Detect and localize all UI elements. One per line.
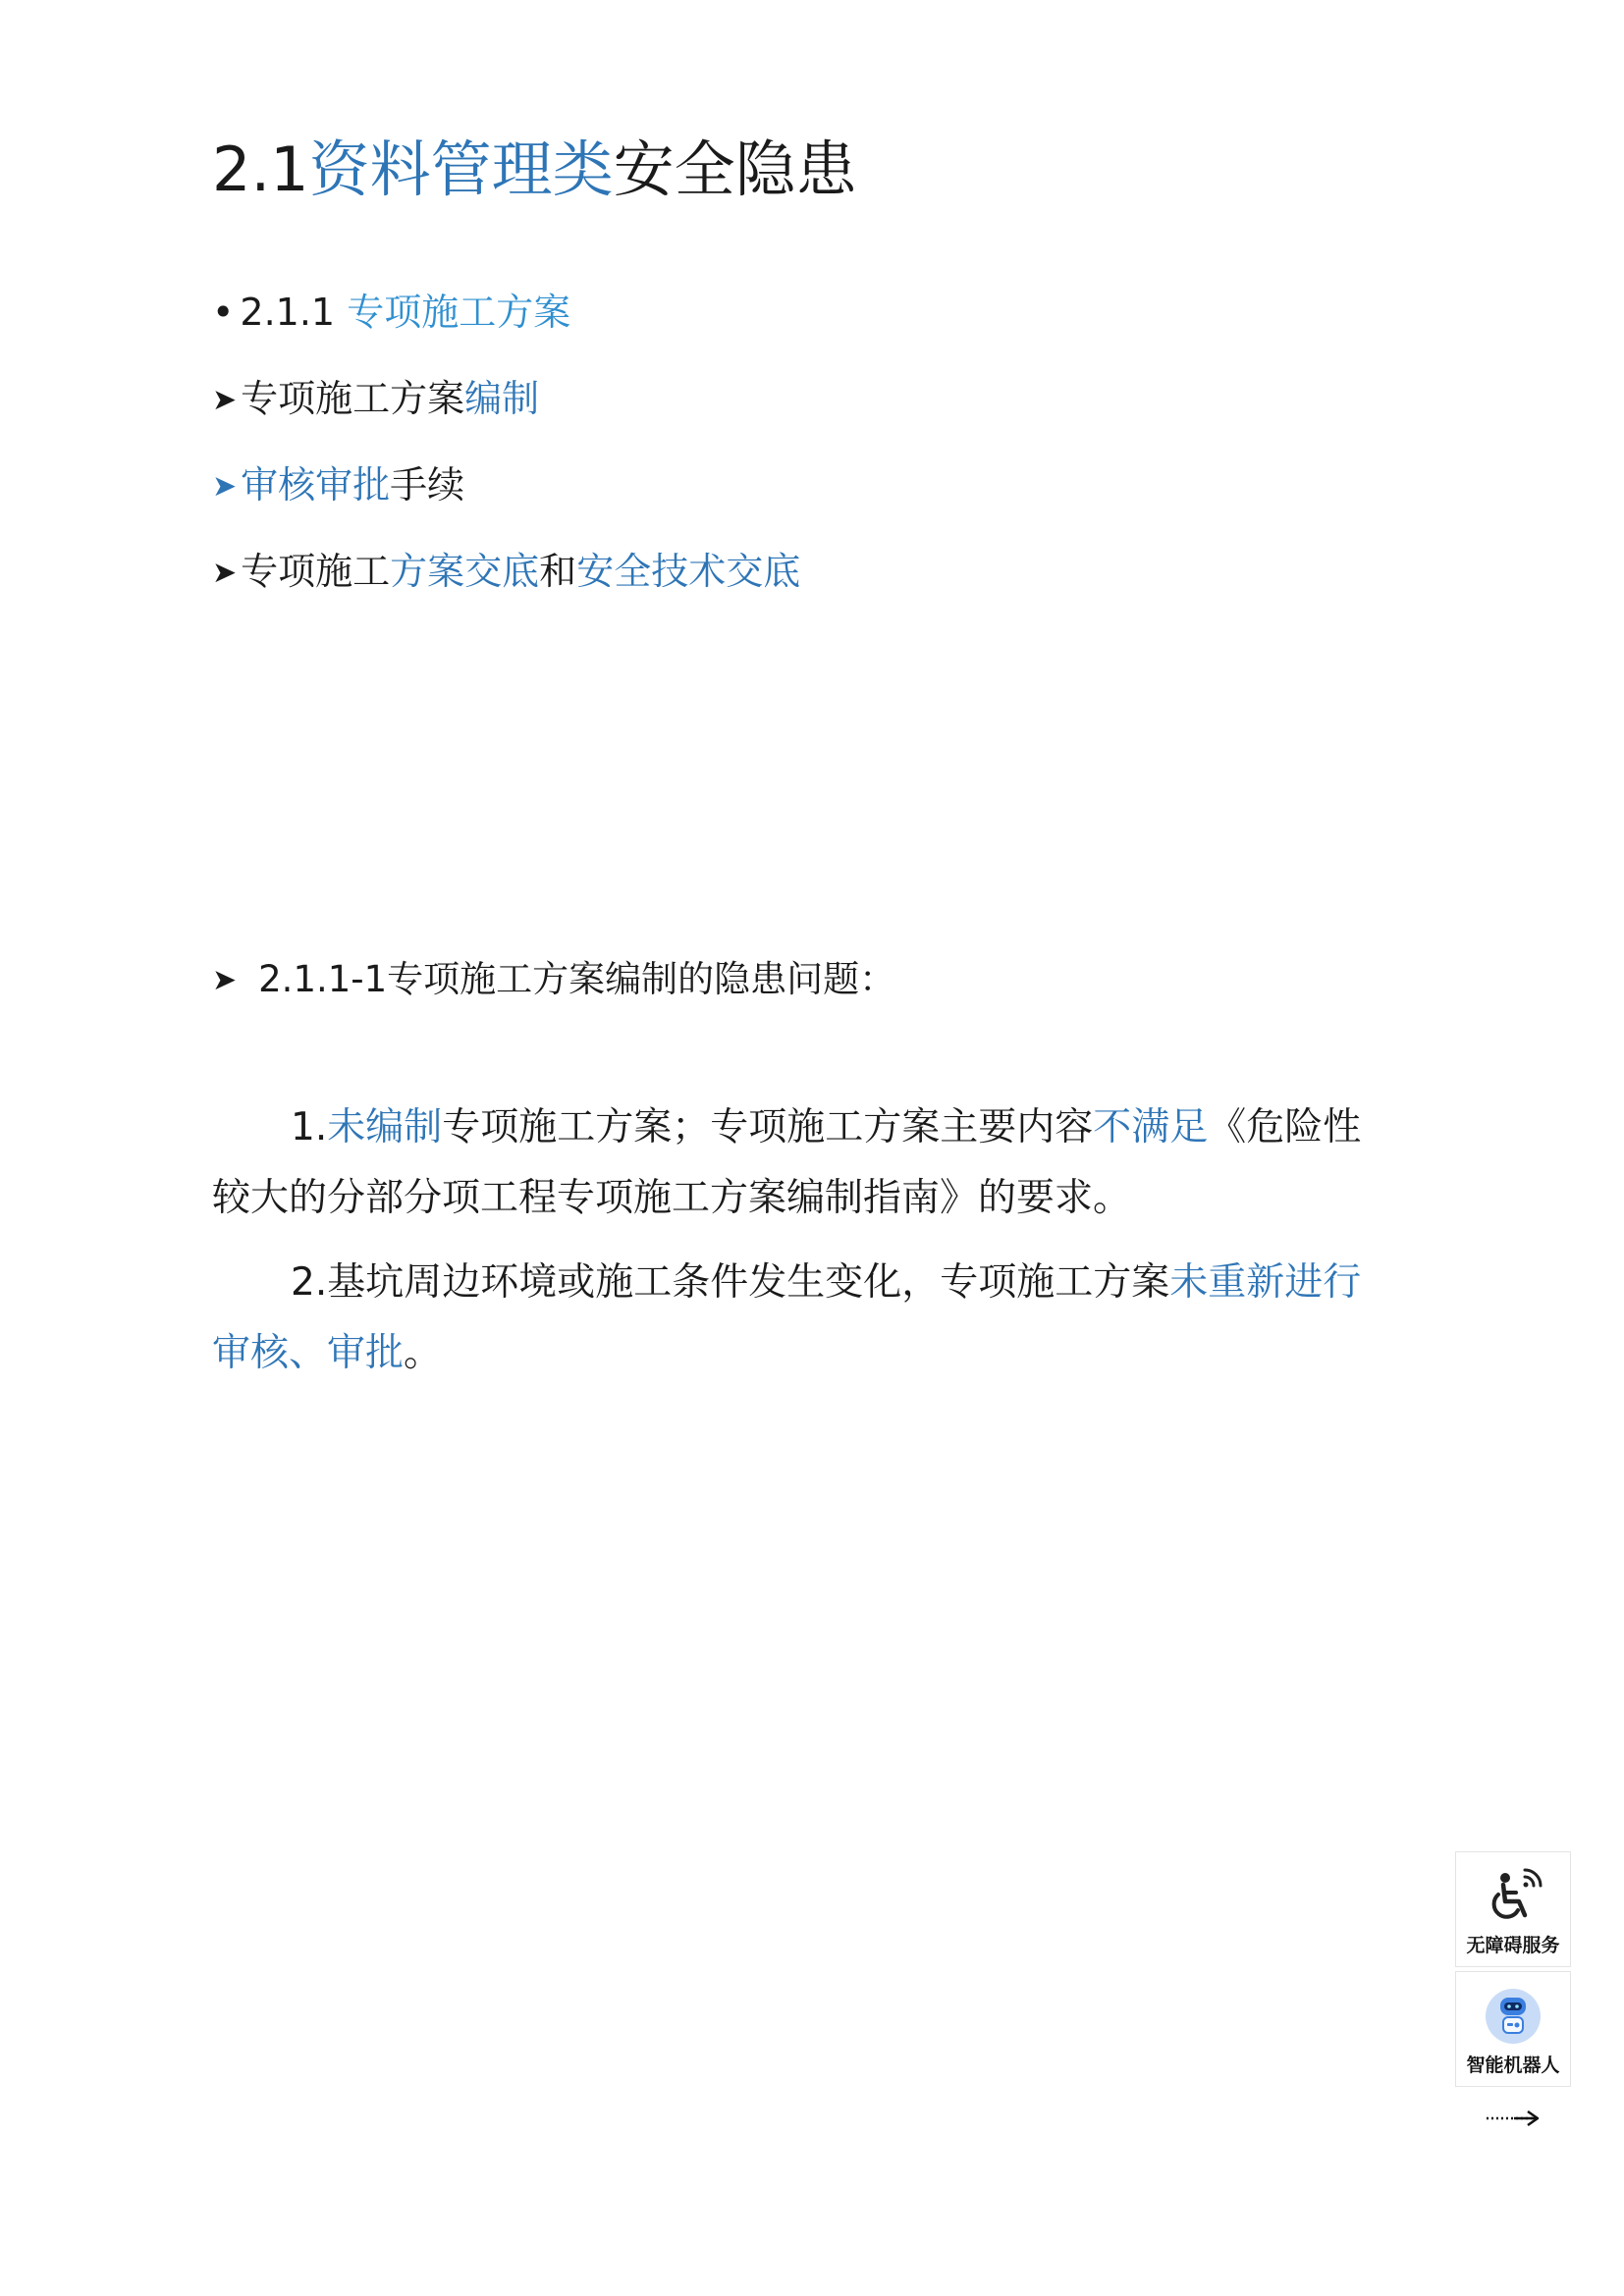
arrow-bullet-icon: ➤ <box>212 383 238 417</box>
outline-item-2-highlight: 编制 <box>464 377 540 420</box>
title-highlight: 资料管理类 <box>308 133 614 205</box>
issue-2-highlight: 未重新进行审核、审批 <box>212 1260 1362 1375</box>
accessibility-service-label: 无障碍服务 <box>1466 1935 1560 1956</box>
outline-item-1-number: 2.1.1 <box>240 291 336 334</box>
outline-item-1 <box>212 285 1390 371</box>
title-suffix: 安全隐患 <box>613 133 857 205</box>
issue-2-text-2: 。 <box>404 1331 443 1375</box>
outline-item-2-text: 专项施工方案 <box>241 377 465 420</box>
issue-1-text-2: 《危险性较大的分部分项工程专项施工方案编制指南》的要求。 <box>212 1105 1362 1220</box>
smart-robot-button[interactable] <box>1455 1971 1571 2087</box>
issue-1-number: 1. <box>291 1105 328 1149</box>
outline-item-4 <box>212 544 1390 630</box>
robot-icon <box>1484 1986 1543 2047</box>
smart-robot-label: 智能机器人 <box>1466 2055 1560 2076</box>
issue-1-text-1: 专项施工方案；专项施工方案主要内容 <box>442 1105 1094 1149</box>
outline-item-3-text: 手续 <box>390 463 465 507</box>
arrow-bullet-icon: ➤ <box>212 556 238 590</box>
issue-2-number: 2. <box>291 1260 328 1305</box>
section-heading <box>212 952 895 1008</box>
title-number: 2.1 <box>212 133 309 205</box>
issue-2-text-1: 基坑周边环境或施工条件发生变化，专项施工方案 <box>327 1260 1170 1305</box>
outline-item-2 <box>212 371 1390 457</box>
outline-item-4-highlight-1: 方案交底 <box>390 550 540 593</box>
wheelchair-icon <box>1484 1866 1543 1927</box>
floating-service-widget <box>1455 1851 1573 2130</box>
arrow-bullet-icon: ➤ <box>212 469 238 504</box>
arrow-bullet-icon: ➤ <box>212 963 238 997</box>
issue-paragraph-2 <box>212 1248 1390 1389</box>
outline-item-4-highlight-2: 安全技术交底 <box>576 550 801 593</box>
outline-item-3-highlight: 审核审批 <box>241 463 391 507</box>
issue-paragraph-1 <box>212 1093 1390 1234</box>
outline-item-1-label: 专项施工方案 <box>347 291 571 334</box>
outline-list <box>212 285 1390 630</box>
outline-item-3 <box>212 457 1390 544</box>
issue-1-highlight-1: 未编制 <box>327 1105 443 1149</box>
issue-1-highlight-2: 不满足 <box>1093 1105 1209 1149</box>
page-title <box>212 126 857 214</box>
arrow-right-icon[interactable] <box>1485 2107 1543 2130</box>
accessibility-service-button[interactable] <box>1455 1851 1571 1967</box>
bullet-dot: • <box>212 291 235 334</box>
outline-item-4-conjunction: 和 <box>539 550 577 593</box>
outline-item-4-text: 专项施工 <box>241 550 391 593</box>
section-heading-text: 2.1.1-1专项施工方案编制的隐患问题： <box>258 958 896 1000</box>
